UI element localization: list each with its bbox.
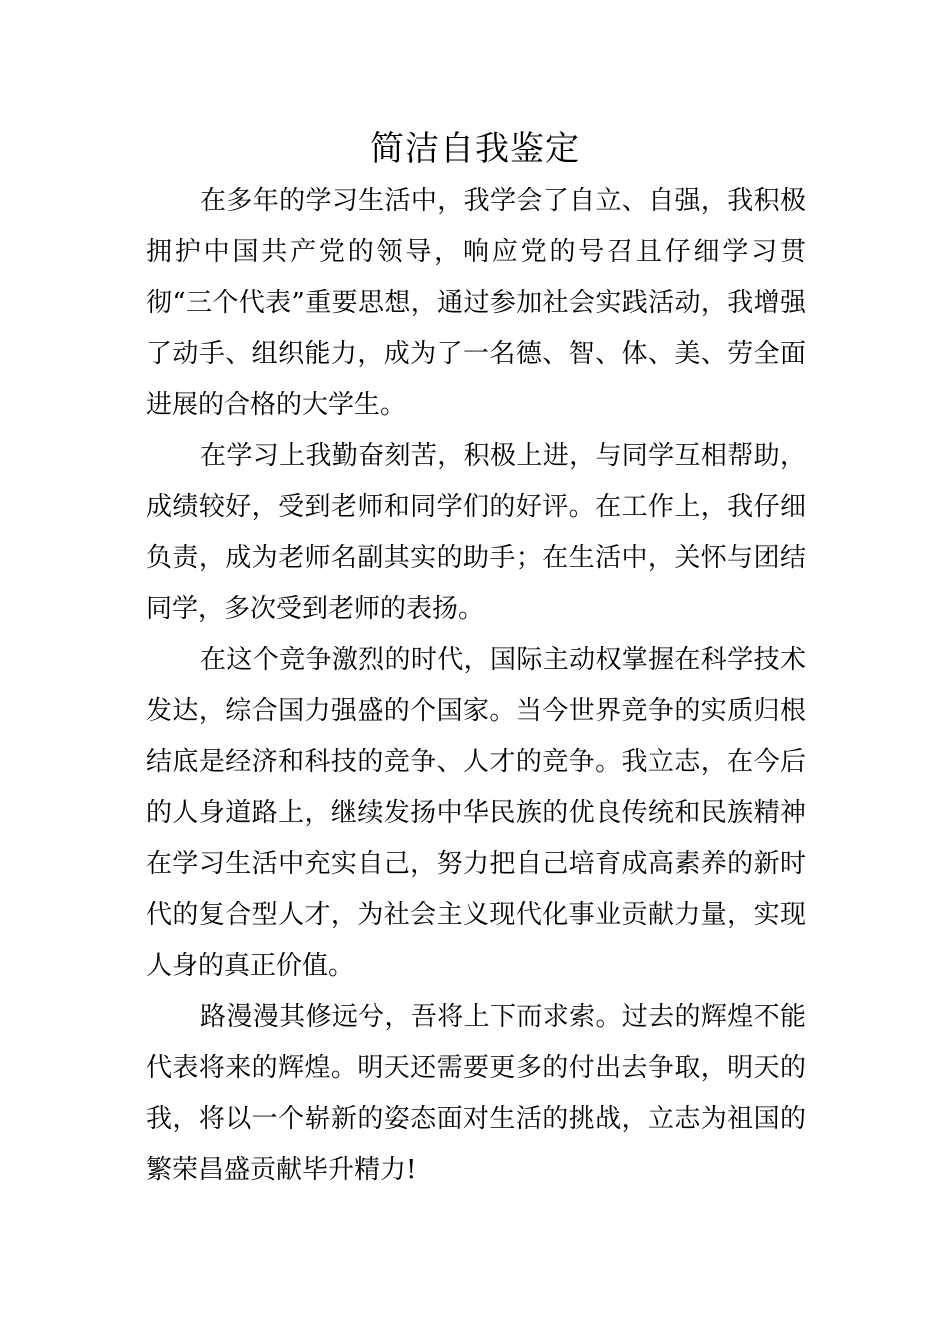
document-body: [146, 176, 806, 1196]
paragraph-4: 路漫漫其修远兮，吾将上下而求索。过去的辉煌不能代表将来的辉煌。明天还需要更多的付出去争取，明天的我，将以一个崭新的姿态面对生活的挑战，立志为祖国的繁荣昌盛贡献毕升精力!: [146, 1002, 806, 1185]
document-title: 简洁自我鉴定: [370, 129, 580, 169]
paragraph-1: 在多年的学习生活中，我学会了自立、自强，我积极拥护中国共产党的领导，响应党的号召且仔细学习贯彻“三个代表”重要思想，通过参加社会实践活动，我增强了动手、组织能力，成为了一名德、智、体、美、劳全面进展的合格的大学生。: [146, 186, 806, 420]
paragraph-2: 在学习上我勤奋刻苦，积极上进，与同学互相帮助，成绩较好，受到老师和同学们的好评。在工作上，我仔细负责，成为老师名副其实的助手；在生活中，关怀与团结同学，多次受到老师的表扬。: [146, 441, 806, 624]
paragraph-3: 在这个竞争激烈的时代，国际主动权掌握在科学技术发达，综合国力强盛的个国家。当今世界竞争的实质归根结底是经济和科技的竞争、人才的竞争。我立志，在今后的人身道路上，继续发扬中华民族的优良传统和民族精神在学习生活中充实自己，努力把自己培育成高素养的新时代的复合型人才，为社会主义现代化事业贡献力量，实现人身的真正价值。: [146, 645, 806, 981]
